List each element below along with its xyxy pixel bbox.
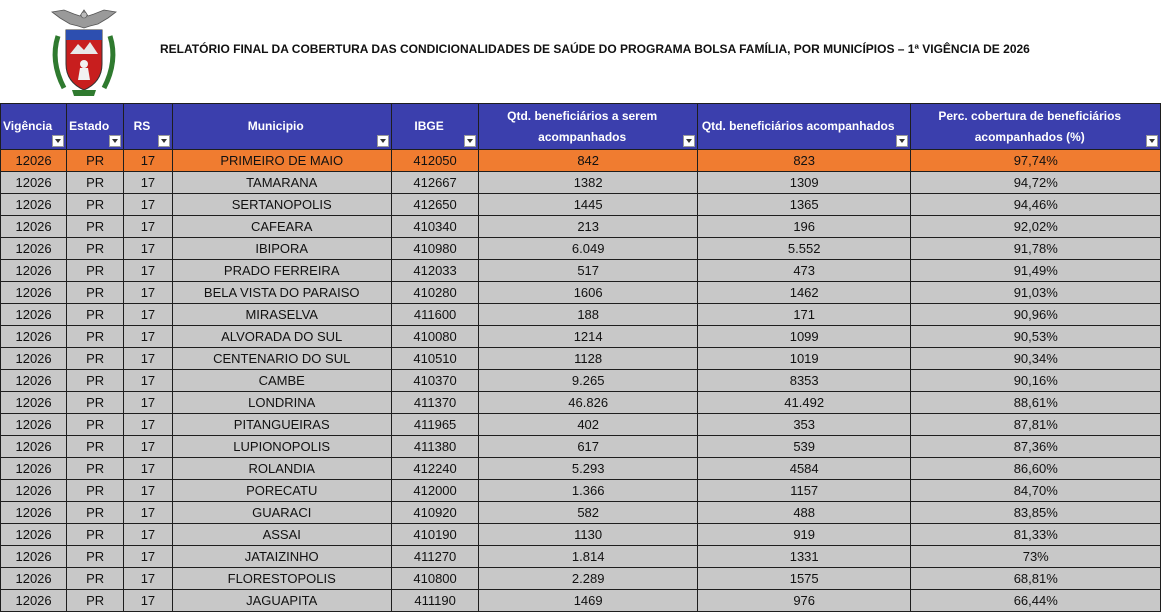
cell-estado[interactable]: PR <box>67 260 124 282</box>
cell-vigencia[interactable]: 12026 <box>1 348 67 370</box>
cell-rs[interactable]: 17 <box>124 282 173 304</box>
cell-ibge[interactable]: 410080 <box>391 326 479 348</box>
cell-qtd-acompanhados[interactable]: 1019 <box>697 348 911 370</box>
cell-qtd-a-serem-acompanhados[interactable]: 1445 <box>479 194 697 216</box>
cell-perc-cobertura[interactable]: 83,85% <box>911 502 1161 524</box>
filter-dropdown-icon[interactable] <box>158 135 170 147</box>
cell-vigencia[interactable]: 12026 <box>1 414 67 436</box>
cell-municipio[interactable]: LONDRINA <box>172 392 391 414</box>
cell-qtd-acompanhados[interactable]: 1331 <box>697 546 911 568</box>
column-header-ibge <box>391 104 479 150</box>
cell-ibge[interactable]: 412240 <box>391 458 479 480</box>
cell-qtd-a-serem-acompanhados[interactable]: 582 <box>479 502 697 524</box>
cell-rs[interactable]: 17 <box>124 172 173 194</box>
cell-perc-cobertura[interactable]: 90,16% <box>911 370 1161 392</box>
cell-municipio[interactable]: BELA VISTA DO PARAISO <box>172 282 391 304</box>
column-header-rs <box>124 104 173 150</box>
cell-estado[interactable]: PR <box>67 436 124 458</box>
cell-rs[interactable]: 17 <box>124 436 173 458</box>
cell-municipio[interactable]: LUPIONOPOLIS <box>172 436 391 458</box>
cell-municipio[interactable]: CENTENARIO DO SUL <box>172 348 391 370</box>
column-header-label: Vigência <box>3 119 53 133</box>
cell-estado[interactable]: PR <box>67 502 124 524</box>
column-header-qtd-a-serem-acompanhados <box>479 104 697 150</box>
column-header-label: RS <box>133 119 151 133</box>
cell-rs[interactable]: 17 <box>124 546 173 568</box>
cell-qtd-acompanhados[interactable]: 1309 <box>697 172 911 194</box>
cell-perc-cobertura[interactable]: 92,02% <box>911 216 1161 238</box>
cell-qtd-a-serem-acompanhados[interactable]: 213 <box>479 216 697 238</box>
table-row[interactable] <box>1 546 1161 568</box>
cell-perc-cobertura[interactable]: 94,46% <box>911 194 1161 216</box>
cell-perc-cobertura[interactable]: 87,81% <box>911 414 1161 436</box>
cell-ibge[interactable]: 411380 <box>391 436 479 458</box>
column-header-estado <box>67 104 124 150</box>
cell-qtd-a-serem-acompanhados[interactable]: 46.826 <box>479 392 697 414</box>
cell-estado[interactable]: PR <box>67 150 124 172</box>
column-header-municipio <box>172 104 391 150</box>
cell-estado[interactable]: PR <box>67 282 124 304</box>
column-header-label: Estado <box>69 119 110 133</box>
cell-qtd-acompanhados[interactable]: 1575 <box>697 568 911 590</box>
cell-ibge[interactable]: 410800 <box>391 568 479 590</box>
cell-qtd-acompanhados[interactable]: 1099 <box>697 326 911 348</box>
cell-qtd-a-serem-acompanhados[interactable]: 6.049 <box>479 238 697 260</box>
cell-estado[interactable]: PR <box>67 392 124 414</box>
filter-dropdown-icon[interactable] <box>377 135 389 147</box>
cell-perc-cobertura[interactable]: 90,34% <box>911 348 1161 370</box>
cell-municipio[interactable]: FLORESTOPOLIS <box>172 568 391 590</box>
cell-qtd-a-serem-acompanhados[interactable]: 1.366 <box>479 480 697 502</box>
filter-dropdown-icon[interactable] <box>683 135 695 147</box>
cell-ibge[interactable]: 410510 <box>391 348 479 370</box>
table-row[interactable] <box>1 326 1161 348</box>
column-header-qtd-acompanhados <box>697 104 911 150</box>
table-row[interactable] <box>1 414 1161 436</box>
cell-municipio[interactable]: GUARACI <box>172 502 391 524</box>
cell-qtd-acompanhados[interactable]: 976 <box>697 590 911 612</box>
cell-rs[interactable]: 17 <box>124 414 173 436</box>
table-row[interactable] <box>1 458 1161 480</box>
cell-ibge[interactable]: 410340 <box>391 216 479 238</box>
cell-qtd-a-serem-acompanhados[interactable]: 188 <box>479 304 697 326</box>
coverage-table <box>0 103 1161 612</box>
cell-municipio[interactable]: CAMBE <box>172 370 391 392</box>
report-header <box>0 0 1161 103</box>
table-row[interactable] <box>1 392 1161 414</box>
cell-rs[interactable]: 17 <box>124 392 173 414</box>
cell-ibge[interactable]: 411370 <box>391 392 479 414</box>
cell-vigencia[interactable]: 12026 <box>1 282 67 304</box>
cell-qtd-acompanhados[interactable]: 539 <box>697 436 911 458</box>
cell-rs[interactable]: 17 <box>124 304 173 326</box>
cell-qtd-a-serem-acompanhados[interactable]: 2.289 <box>479 568 697 590</box>
cell-municipio[interactable]: SERTANOPOLIS <box>172 194 391 216</box>
cell-vigencia[interactable]: 12026 <box>1 436 67 458</box>
cell-estado[interactable]: PR <box>67 194 124 216</box>
cell-ibge[interactable]: 412000 <box>391 480 479 502</box>
cell-perc-cobertura[interactable]: 91,78% <box>911 238 1161 260</box>
cell-estado[interactable]: PR <box>67 304 124 326</box>
cell-qtd-acompanhados[interactable]: 196 <box>697 216 911 238</box>
filter-dropdown-icon[interactable] <box>52 135 64 147</box>
table-row[interactable] <box>1 348 1161 370</box>
cell-perc-cobertura[interactable]: 66,44% <box>911 590 1161 612</box>
cell-ibge[interactable]: 410280 <box>391 282 479 304</box>
cell-vigencia[interactable]: 12026 <box>1 326 67 348</box>
cell-perc-cobertura[interactable]: 90,96% <box>911 304 1161 326</box>
cell-perc-cobertura[interactable]: 68,81% <box>911 568 1161 590</box>
table-row[interactable] <box>1 194 1161 216</box>
cell-rs[interactable]: 17 <box>124 502 173 524</box>
cell-vigencia[interactable]: 12026 <box>1 304 67 326</box>
cell-vigencia[interactable]: 12026 <box>1 392 67 414</box>
column-header-label: Qtd. beneficiários acompanhados <box>701 119 895 133</box>
cell-perc-cobertura[interactable]: 94,72% <box>911 172 1161 194</box>
cell-municipio[interactable]: PITANGUEIRAS <box>172 414 391 436</box>
cell-perc-cobertura[interactable]: 97,74% <box>911 150 1161 172</box>
cell-vigencia[interactable]: 12026 <box>1 370 67 392</box>
cell-vigencia[interactable]: 12026 <box>1 458 67 480</box>
cell-vigencia[interactable]: 12026 <box>1 546 67 568</box>
cell-qtd-acompanhados[interactable]: 8353 <box>697 370 911 392</box>
table-row[interactable] <box>1 304 1161 326</box>
cell-perc-cobertura[interactable]: 87,36% <box>911 436 1161 458</box>
cell-ibge[interactable]: 410370 <box>391 370 479 392</box>
table-row[interactable] <box>1 436 1161 458</box>
cell-estado[interactable]: PR <box>67 216 124 238</box>
table-row[interactable] <box>1 172 1161 194</box>
parana-coat-of-arms-icon <box>44 6 124 98</box>
cell-rs[interactable]: 17 <box>124 458 173 480</box>
column-header-vigencia <box>1 104 67 150</box>
cell-estado[interactable]: PR <box>67 480 124 502</box>
cell-ibge[interactable]: 412650 <box>391 194 479 216</box>
table-row[interactable] <box>1 238 1161 260</box>
cell-qtd-acompanhados[interactable]: 171 <box>697 304 911 326</box>
cell-rs[interactable]: 17 <box>124 326 173 348</box>
cell-estado[interactable]: PR <box>67 370 124 392</box>
cell-estado[interactable]: PR <box>67 348 124 370</box>
cell-ibge[interactable]: 410980 <box>391 238 479 260</box>
table-row[interactable] <box>1 524 1161 546</box>
column-header-label: Municipio <box>247 119 304 133</box>
cell-qtd-acompanhados[interactable]: 41.492 <box>697 392 911 414</box>
cell-estado[interactable]: PR <box>67 326 124 348</box>
column-header-label: IBGE <box>414 119 444 133</box>
cell-qtd-acompanhados[interactable]: 353 <box>697 414 911 436</box>
cell-municipio[interactable]: PRADO FERREIRA <box>172 260 391 282</box>
cell-qtd-acompanhados[interactable]: 1157 <box>697 480 911 502</box>
cell-estado[interactable]: PR <box>67 524 124 546</box>
cell-municipio[interactable]: IBIPORA <box>172 238 391 260</box>
cell-rs[interactable]: 17 <box>124 260 173 282</box>
cell-perc-cobertura[interactable]: 90,53% <box>911 326 1161 348</box>
page-title: RELATÓRIO FINAL DA COBERTURA DAS CONDICIONALIDADES DE SAÚDE DO PROGRAMA BOLSA FAMÍLIA, POR MUNICÍPIOS – 1ª VIGÊNCIA DE 2026 <box>160 42 1030 56</box>
table-row[interactable] <box>1 150 1161 172</box>
cell-qtd-a-serem-acompanhados[interactable]: 1128 <box>479 348 697 370</box>
cell-rs[interactable]: 17 <box>124 194 173 216</box>
cell-qtd-a-serem-acompanhados[interactable]: 5.293 <box>479 458 697 480</box>
cell-vigencia[interactable]: 12026 <box>1 480 67 502</box>
table-row[interactable] <box>1 216 1161 238</box>
cell-municipio[interactable]: TAMARANA <box>172 172 391 194</box>
cell-qtd-acompanhados[interactable]: 1365 <box>697 194 911 216</box>
cell-vigencia[interactable]: 12026 <box>1 194 67 216</box>
cell-qtd-acompanhados[interactable]: 5.552 <box>697 238 911 260</box>
cell-estado[interactable]: PR <box>67 546 124 568</box>
cell-municipio[interactable]: PRIMEIRO DE MAIO <box>172 150 391 172</box>
cell-qtd-a-serem-acompanhados[interactable]: 1130 <box>479 524 697 546</box>
cell-qtd-a-serem-acompanhados[interactable]: 1.814 <box>479 546 697 568</box>
cell-ibge[interactable]: 411270 <box>391 546 479 568</box>
cell-municipio[interactable]: ALVORADA DO SUL <box>172 326 391 348</box>
cell-perc-cobertura[interactable]: 86,60% <box>911 458 1161 480</box>
cell-vigencia[interactable]: 12026 <box>1 216 67 238</box>
cell-perc-cobertura[interactable]: 73% <box>911 546 1161 568</box>
cell-perc-cobertura[interactable]: 81,33% <box>911 524 1161 546</box>
cell-vigencia[interactable]: 12026 <box>1 524 67 546</box>
cell-qtd-a-serem-acompanhados[interactable]: 842 <box>479 150 697 172</box>
cell-vigencia[interactable]: 12026 <box>1 502 67 524</box>
column-header-perc-cobertura <box>911 104 1161 150</box>
cell-rs[interactable]: 17 <box>124 568 173 590</box>
cell-rs[interactable]: 17 <box>124 216 173 238</box>
cell-municipio[interactable]: MIRASELVA <box>172 304 391 326</box>
cell-estado[interactable]: PR <box>67 414 124 436</box>
cell-ibge[interactable]: 410190 <box>391 524 479 546</box>
cell-rs[interactable]: 17 <box>124 348 173 370</box>
cell-rs[interactable]: 17 <box>124 150 173 172</box>
cell-estado[interactable]: PR <box>67 238 124 260</box>
cell-municipio[interactable]: CAFEARA <box>172 216 391 238</box>
cell-estado[interactable]: PR <box>67 590 124 612</box>
cell-qtd-acompanhados[interactable]: 473 <box>697 260 911 282</box>
cell-ibge[interactable]: 410920 <box>391 502 479 524</box>
cell-qtd-a-serem-acompanhados[interactable]: 1382 <box>479 172 697 194</box>
cell-qtd-a-serem-acompanhados[interactable]: 1214 <box>479 326 697 348</box>
cell-vigencia[interactable]: 12026 <box>1 238 67 260</box>
cell-ibge[interactable]: 411600 <box>391 304 479 326</box>
cell-vigencia[interactable]: 12026 <box>1 150 67 172</box>
table-row[interactable] <box>1 260 1161 282</box>
column-header-label: Qtd. beneficiários a serem acompanhados <box>507 108 658 144</box>
cell-qtd-a-serem-acompanhados[interactable]: 402 <box>479 414 697 436</box>
cell-rs[interactable]: 17 <box>124 590 173 612</box>
table-body <box>1 150 1161 612</box>
cell-qtd-a-serem-acompanhados[interactable]: 1606 <box>479 282 697 304</box>
cell-municipio[interactable]: ROLANDIA <box>172 458 391 480</box>
cell-ibge[interactable]: 412050 <box>391 150 479 172</box>
cell-rs[interactable]: 17 <box>124 238 173 260</box>
table-row[interactable] <box>1 502 1161 524</box>
cell-ibge[interactable]: 411965 <box>391 414 479 436</box>
cell-rs[interactable]: 17 <box>124 524 173 546</box>
cell-municipio[interactable]: JAGUAPITA <box>172 590 391 612</box>
cell-qtd-acompanhados[interactable]: 919 <box>697 524 911 546</box>
filter-dropdown-icon[interactable] <box>464 135 476 147</box>
cell-perc-cobertura[interactable]: 88,61% <box>911 392 1161 414</box>
cell-qtd-acompanhados[interactable]: 488 <box>697 502 911 524</box>
cell-ibge[interactable]: 411190 <box>391 590 479 612</box>
table-row[interactable] <box>1 282 1161 304</box>
cell-vigencia[interactable]: 12026 <box>1 568 67 590</box>
cell-estado[interactable]: PR <box>67 172 124 194</box>
filter-dropdown-icon[interactable] <box>1146 135 1158 147</box>
cell-qtd-acompanhados[interactable]: 4584 <box>697 458 911 480</box>
cell-rs[interactable]: 17 <box>124 480 173 502</box>
cell-municipio[interactable]: JATAIZINHO <box>172 546 391 568</box>
cell-vigencia[interactable]: 12026 <box>1 260 67 282</box>
table-header-row <box>1 104 1161 150</box>
cell-estado[interactable]: PR <box>67 568 124 590</box>
cell-qtd-a-serem-acompanhados[interactable]: 617 <box>479 436 697 458</box>
cell-qtd-a-serem-acompanhados[interactable]: 517 <box>479 260 697 282</box>
cell-vigencia[interactable]: 12026 <box>1 172 67 194</box>
cell-perc-cobertura[interactable]: 91,49% <box>911 260 1161 282</box>
cell-ibge[interactable]: 412033 <box>391 260 479 282</box>
table-row[interactable] <box>1 480 1161 502</box>
table-row[interactable] <box>1 590 1161 612</box>
cell-perc-cobertura[interactable]: 91,03% <box>911 282 1161 304</box>
cell-vigencia[interactable]: 12026 <box>1 590 67 612</box>
cell-estado[interactable]: PR <box>67 458 124 480</box>
filter-dropdown-icon[interactable] <box>896 135 908 147</box>
cell-rs[interactable]: 17 <box>124 370 173 392</box>
cell-qtd-acompanhados[interactable]: 823 <box>697 150 911 172</box>
cell-municipio[interactable]: ASSAI <box>172 524 391 546</box>
cell-qtd-a-serem-acompanhados[interactable]: 1469 <box>479 590 697 612</box>
cell-perc-cobertura[interactable]: 84,70% <box>911 480 1161 502</box>
table-row[interactable] <box>1 370 1161 392</box>
cell-qtd-acompanhados[interactable]: 1462 <box>697 282 911 304</box>
cell-municipio[interactable]: PORECATU <box>172 480 391 502</box>
column-header-label: Perc. cobertura de beneficiários acompanhados (%) <box>938 108 1122 144</box>
filter-dropdown-icon[interactable] <box>109 135 121 147</box>
cell-ibge[interactable]: 412667 <box>391 172 479 194</box>
table-row[interactable] <box>1 568 1161 590</box>
cell-qtd-a-serem-acompanhados[interactable]: 9.265 <box>479 370 697 392</box>
